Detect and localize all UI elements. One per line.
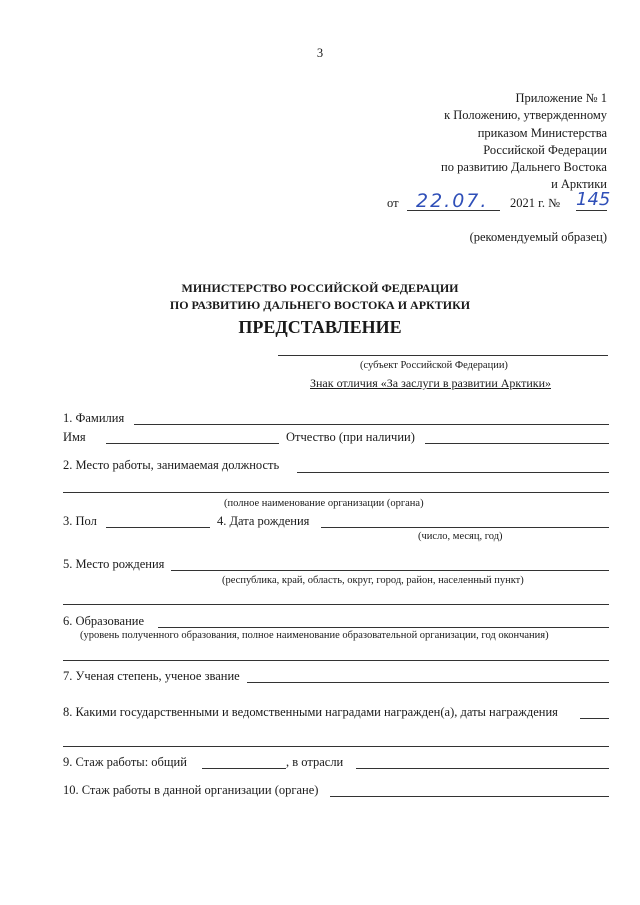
- field-org-experience-label: 10. Стаж работы в данной организации (органе): [63, 783, 319, 797]
- field-gender-line[interactable]: [106, 527, 210, 528]
- field-experience-total-line[interactable]: [202, 768, 286, 769]
- field-degree-line[interactable]: [247, 682, 609, 683]
- field-education-hint: (уровень полученного образования, полное наименование образовательной организации, год окончания): [80, 630, 549, 641]
- field-surname-label: 1. Фамилия: [63, 411, 125, 425]
- appendix-line-1: Приложение № 1: [515, 91, 607, 105]
- field-experience-label: 9. Стаж работы: общий: [63, 755, 187, 769]
- field-patronymic-label: Отчество (при наличии): [286, 430, 415, 444]
- field-education-line[interactable]: [158, 627, 609, 628]
- appendix-year: 2021 г. №: [510, 196, 561, 210]
- handwritten-number: 145: [576, 189, 611, 210]
- field-education-label: 6. Образование: [63, 614, 145, 628]
- field-awards-line-2[interactable]: [63, 746, 609, 747]
- field-experience-industry-label: , в отрасли: [286, 755, 344, 769]
- field-birthdate-label: 4. Дата рождения: [217, 514, 310, 528]
- page-number: 3: [316, 46, 324, 60]
- field-name-line[interactable]: [106, 443, 279, 444]
- handwritten-date: 22.07.: [416, 190, 489, 212]
- appendix-from: от: [387, 196, 399, 210]
- field-workplace-label: 2. Место работы, занимаемая должность: [63, 458, 280, 472]
- subject-hint: (субъект Российской Федерации): [360, 360, 508, 371]
- appendix-line-4: Российской Федерации: [483, 143, 607, 157]
- date-underline: [407, 210, 500, 211]
- field-org-experience-line[interactable]: [330, 796, 609, 797]
- number-underline: [576, 210, 607, 211]
- appendix-line-3: приказом Министерства: [477, 126, 607, 140]
- field-birthdate-hint: (число, месяц, год): [418, 531, 503, 542]
- field-gender-label: 3. Пол: [63, 514, 97, 528]
- field-awards-label: 8. Какими государственными и ведомственными наградами награжден(а), даты награждения: [63, 705, 558, 719]
- field-birthplace-line[interactable]: [171, 570, 609, 571]
- field-workplace-line-2[interactable]: [63, 492, 609, 493]
- ministry-line-2: ПО РАЗВИТИЮ ДАЛЬНЕГО ВОСТОКА И АРКТИКИ: [169, 298, 471, 312]
- document-title: ПРЕДСТАВЛЕНИЕ: [238, 317, 402, 337]
- field-birthdate-line[interactable]: [321, 527, 609, 528]
- field-experience-industry-line[interactable]: [356, 768, 609, 769]
- appendix-line-2: к Положению, утвержденному: [444, 108, 607, 122]
- field-awards-line[interactable]: [580, 718, 609, 719]
- ministry-line-1: МИНИСТЕРСТВО РОССИЙСКОЙ ФЕДЕРАЦИИ: [181, 281, 459, 295]
- field-birthplace-line-2[interactable]: [63, 604, 609, 605]
- subject-line: [278, 355, 608, 356]
- field-birthplace-label: 5. Место рождения: [63, 557, 165, 571]
- field-name-label: Имя: [63, 430, 86, 444]
- field-degree-label: 7. Ученая степень, ученое звание: [63, 669, 240, 683]
- appendix-line-5: по развитию Дальнего Востока: [441, 160, 607, 174]
- field-workplace-hint: (полное наименование организации (органа): [224, 498, 424, 509]
- field-education-line-2[interactable]: [63, 660, 609, 661]
- field-workplace-line[interactable]: [297, 472, 609, 473]
- appendix-line-6: и Арктики: [551, 177, 607, 191]
- field-birthplace-hint: (республика, край, область, округ, город, район, населенный пункт): [222, 575, 524, 586]
- field-patronymic-line[interactable]: [425, 443, 609, 444]
- award-name: Знак отличия «За заслуги в развитии Арктики»: [310, 376, 551, 390]
- sample-note: (рекомендуемый образец): [469, 230, 607, 244]
- field-surname-line[interactable]: [134, 424, 609, 425]
